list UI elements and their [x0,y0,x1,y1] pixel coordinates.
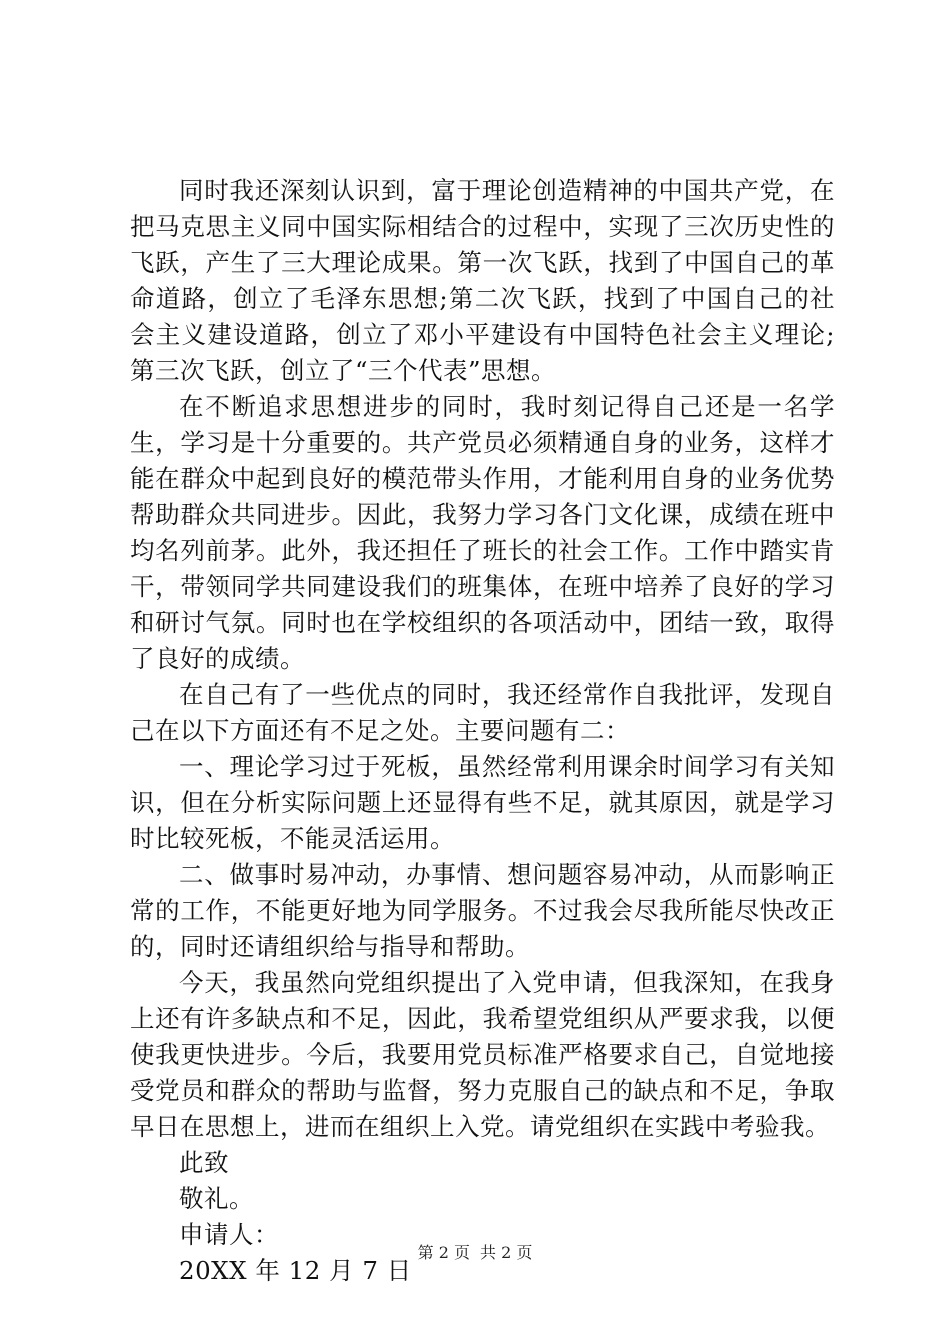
paragraph-self-criticism: 在自己有了一些优点的同时，我还经常作自我批评，发现自己在以下方面还有不足之处。主要问题有二： [130,680,835,745]
paragraph-study: 在不断追求思想进步的同时，我时刻记得自己还是一名学生，学习是十分重要的。共产党员必须精通自身的业务，这样才能在群众中起到良好的模范带头作用，才能利用自身的业务优势帮助群众共同进步。因此，我努力学习各门文化课，成绩在班中均名列前茅。此外，我还担任了班长的社会工作。工作中踏实肯干，带领同学共同建设我们的班集体，在班中培养了良好的学习和研讨气氛。同时也在学校组织的各项活动中，团结一致，取得了良好的成绩。 [130,392,835,673]
paragraph-issue-one: 一、理论学习过于死板，虽然经常利用课余时间学习有关知识，但在分析实际问题上还显得有些不足，就其原因，就是学习时比较死板，不能灵活运用。 [130,752,835,853]
paragraph-three-leaps: 同时我还深刻认识到，富于理论创造精神的中国共产党，在把马克思主义同中国实际相结合的过程中，实现了三次历史性的飞跃，产生了三大理论成果。第一次飞跃，找到了中国自己的革命道路，创立了毛泽东思想;第二次飞跃，找到了中国自己的社会主义建设道路，创立了邓小平建设有中国特色社会主义理论;第三次飞跃，创立了“三个代表”思想。 [130,176,835,385]
document-body [130,173,835,1289]
page-number-total: 共 2 页 [480,1243,533,1262]
paragraph-issue-two: 二、做事时易冲动，办事情、想问题容易冲动，从而影响正常的工作，不能更好地为同学服务。不过我会尽我所能尽快改正的，同时还请组织给与指导和帮助。 [130,860,835,961]
closing-regards: 敬礼。 [179,1184,254,1213]
signature-date: 20XX 年 12 月 7 日 [179,1256,412,1285]
page-number-current: 第 2 页 [417,1243,470,1262]
paragraph-conclusion: 今天，我虽然向党组织提出了入党申请，但我深知，在我身上还有许多缺点和不足，因此，我希望党组织从严要求我，以便使我更快进步。今后，我要用党员标准严格要求自己，自觉地接受党员和群众的帮助与监督，努力克服自己的缺点和不足，争取早日在思想上，进而在组织上入党。请党组织在实践中考验我。 [130,968,835,1141]
page-footer [0,1243,950,1263]
applicant-label: 申请人： [179,1220,279,1249]
closing-salutation: 此致 [179,1148,229,1177]
